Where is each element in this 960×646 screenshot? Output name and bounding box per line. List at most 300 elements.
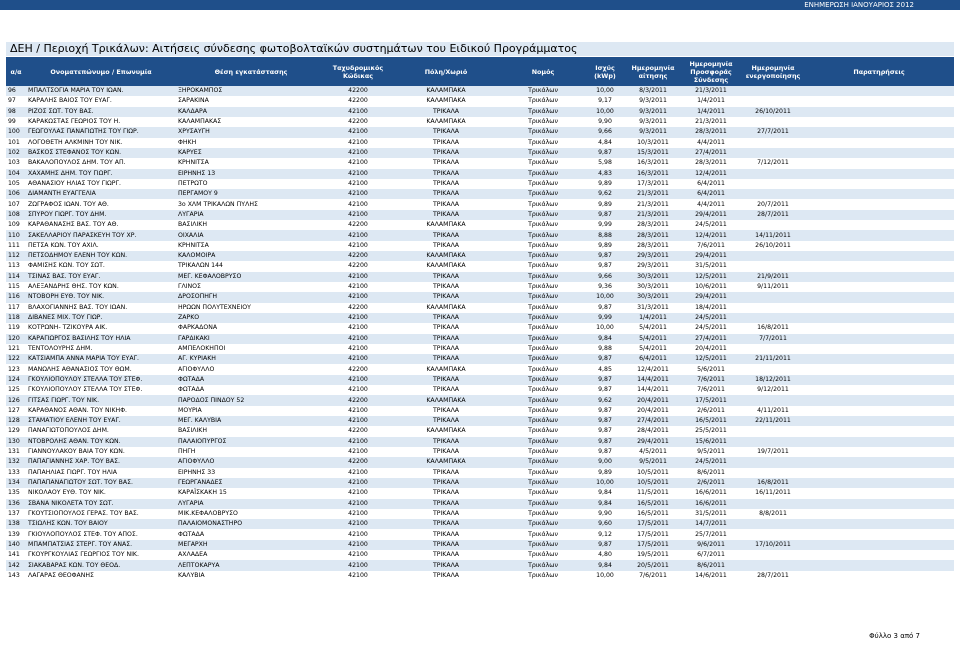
col-index-cell: 122 (6, 354, 26, 364)
col-prefecture-cell: Τρικάλων (502, 478, 584, 488)
col-offer-date-cell: 9/6/2011 (680, 540, 742, 550)
col-power-cell: 9,87 (584, 303, 626, 313)
col-name-cell: ΓΕΩΓΟΥΛΑΣ ΠΑΝΑΓΙΩΤΗΣ ΤΟΥ ΓΙΩΡ. (26, 127, 176, 137)
col-location-cell: ΚΑΡΥΕΣ (176, 148, 326, 158)
col-index-cell: 136 (6, 499, 26, 509)
col-name-cell: ΓΚΟΥΛΙΟΠΟΥΛΟΥ ΣΤΕΛΛΑ ΤΟΥ ΣΤΕΦ. (26, 385, 176, 395)
header-col-prefecture: Νομός (502, 57, 584, 86)
col-city-cell: ΚΑΛΑΜΠΑΚΑ (390, 251, 502, 261)
col-application-date-cell: 29/3/2011 (626, 261, 680, 271)
col-notes-cell (804, 426, 954, 436)
col-postal-code-cell: 42100 (326, 107, 390, 117)
col-index-cell: 123 (6, 364, 26, 374)
col-application-date-cell: 8/3/2011 (626, 86, 680, 96)
col-offer-date-cell: 27/4/2011 (680, 148, 742, 158)
col-activation-date-cell: 28/7/2011 (742, 571, 804, 581)
col-location-cell: ΚΑΛΑΜΠΑΚΑΣ (176, 117, 326, 127)
col-activation-date-cell (742, 189, 804, 199)
col-prefecture-cell: Τρικάλων (502, 509, 584, 519)
col-postal-code-cell: 42100 (326, 519, 390, 529)
col-index-cell: 112 (6, 251, 26, 261)
col-activation-date-cell: 8/8/2011 (742, 509, 804, 519)
col-name-cell: ΓΚΟΥΡΓΚΟΥΛΙΑΣ ΓΕΩΡΓΙΟΣ ΤΟΥ ΝΙΚ. (26, 550, 176, 560)
col-prefecture-cell: Τρικάλων (502, 571, 584, 581)
col-city-cell: ΤΡΙΚΑΛΑ (390, 292, 502, 302)
col-power-cell: 4,80 (584, 550, 626, 560)
col-offer-date-cell: 21/3/2011 (680, 117, 742, 127)
col-notes-cell (804, 395, 954, 405)
col-index-cell: 117 (6, 303, 26, 313)
col-offer-date-cell: 25/5/2011 (680, 426, 742, 436)
col-location-cell: ΑΓΙΟΦΥΛΛΟ (176, 364, 326, 374)
col-offer-date-cell: 29/4/2011 (680, 292, 742, 302)
col-name-cell: ΜΠΑΛΤΣΟΓΙΑ ΜΑΡΙΑ ΤΟΥ ΙΩΑΝ. (26, 86, 176, 96)
col-name-cell: ΒΛΑΧΟΓΙΑΝΝΗΣ ΒΑΣ. ΤΟΥ ΙΩΑΝ. (26, 303, 176, 313)
col-activation-date-cell (742, 437, 804, 447)
col-power-cell: 9,62 (584, 189, 626, 199)
col-index-cell: 101 (6, 138, 26, 148)
col-activation-date-cell: 16/8/2011 (742, 323, 804, 333)
col-index-cell: 132 (6, 457, 26, 467)
col-application-date-cell: 6/4/2011 (626, 354, 680, 364)
col-activation-date-cell: 17/10/2011 (742, 540, 804, 550)
col-power-cell: 9,89 (584, 241, 626, 251)
col-notes-cell (804, 313, 954, 323)
col-index-cell: 134 (6, 478, 26, 488)
col-index-cell: 140 (6, 540, 26, 550)
col-power-cell: 9,84 (584, 334, 626, 344)
col-prefecture-cell: Τρικάλων (502, 395, 584, 405)
col-offer-date-cell: 16/5/2011 (680, 416, 742, 426)
col-index-cell: 108 (6, 210, 26, 220)
col-notes-cell (804, 334, 954, 344)
col-index-cell: 135 (6, 488, 26, 498)
col-notes-cell (804, 468, 954, 478)
col-activation-date-cell: 7/12/2011 (742, 158, 804, 168)
col-offer-date-cell: 4/4/2011 (680, 138, 742, 148)
col-city-cell: ΤΡΙΚΑΛΑ (390, 447, 502, 457)
col-notes-cell (804, 354, 954, 364)
col-notes-cell (804, 107, 954, 117)
table-row (6, 571, 954, 581)
col-notes-cell (804, 519, 954, 529)
col-application-date-cell: 30/3/2011 (626, 282, 680, 292)
col-offer-date-cell: 24/5/2011 (680, 220, 742, 230)
table-row (6, 282, 954, 292)
header-col-activation-date: Ημερομηνία ενεργοποίησης (742, 57, 804, 86)
col-prefecture-cell: Τρικάλων (502, 292, 584, 302)
table-row (6, 364, 954, 374)
col-activation-date-cell: 19/7/2011 (742, 447, 804, 457)
table-row (6, 550, 954, 560)
col-activation-date-cell (742, 220, 804, 230)
col-notes-cell (804, 364, 954, 374)
table-row (6, 354, 954, 364)
col-notes-cell (804, 189, 954, 199)
col-power-cell: 9,00 (584, 457, 626, 467)
col-power-cell: 9,60 (584, 519, 626, 529)
header-col-notes: Παρατηρήσεις (804, 57, 954, 86)
col-activation-date-cell (742, 395, 804, 405)
col-power-cell: 5,98 (584, 158, 626, 168)
col-index-cell: 110 (6, 230, 26, 240)
col-application-date-cell: 30/3/2011 (626, 272, 680, 282)
col-postal-code-cell: 42100 (326, 447, 390, 457)
col-index-cell: 126 (6, 395, 26, 405)
col-prefecture-cell: Τρικάλων (502, 540, 584, 550)
col-location-cell: ΛΥΓΑΡΙΑ (176, 210, 326, 220)
col-offer-date-cell: 17/5/2011 (680, 395, 742, 405)
col-notes-cell (804, 282, 954, 292)
col-city-cell: ΚΑΛΑΜΠΑΚΑ (390, 303, 502, 313)
page-title: ΔΕΗ / Περιοχή Τρικάλων: Αιτήσεις σύνδεσης φωτοβολταϊκών συστημάτων του Ειδικού Προγράμματος (6, 42, 954, 56)
col-index-cell: 131 (6, 447, 26, 457)
col-location-cell: ΛΥΓΑΡΙΑ (176, 499, 326, 509)
col-power-cell: 4,85 (584, 364, 626, 374)
col-prefecture-cell: Τρικάλων (502, 241, 584, 251)
col-city-cell: ΤΡΙΚΑΛΑ (390, 529, 502, 539)
col-activation-date-cell: 7/7/2011 (742, 334, 804, 344)
col-name-cell: ΔΙΒΑΝΕΣ ΜΙΧ. ΤΟΥ ΓΙΩΡ. (26, 313, 176, 323)
col-notes-cell (804, 416, 954, 426)
table-row (6, 437, 954, 447)
col-postal-code-cell: 42200 (326, 426, 390, 436)
col-city-cell: ΤΡΙΚΑΛΑ (390, 344, 502, 354)
col-offer-date-cell: 28/3/2011 (680, 158, 742, 168)
table-row (6, 230, 954, 240)
col-location-cell: ΜΟΥΡΙΑ (176, 406, 326, 416)
col-activation-date-cell (742, 292, 804, 302)
header-row (6, 57, 954, 86)
table-row (6, 375, 954, 385)
col-notes-cell (804, 117, 954, 127)
col-prefecture-cell: Τρικάλων (502, 86, 584, 96)
col-index-cell: 121 (6, 344, 26, 354)
table-row (6, 334, 954, 344)
col-offer-date-cell: 31/5/2011 (680, 509, 742, 519)
col-location-cell: ΚΑΛΔΑΡΑ (176, 107, 326, 117)
col-postal-code-cell: 42100 (326, 509, 390, 519)
col-notes-cell (804, 488, 954, 498)
col-name-cell: ΓΙΑΝΝΟΥΛΑΚΟΥ ΒΑΙΑ ΤΟΥ ΚΩΝ. (26, 447, 176, 457)
col-postal-code-cell: 42200 (326, 251, 390, 261)
col-index-cell: 109 (6, 220, 26, 230)
col-postal-code-cell: 42100 (326, 406, 390, 416)
table-row (6, 96, 954, 106)
col-name-cell: ΠΑΠΑΓΙΑΝΝΗΣ ΧΑΡ. ΤΟΥ ΒΑΣ. (26, 457, 176, 467)
col-application-date-cell: 5/4/2011 (626, 334, 680, 344)
table-row (6, 148, 954, 158)
col-application-date-cell: 5/4/2011 (626, 344, 680, 354)
col-application-date-cell: 19/5/2011 (626, 550, 680, 560)
col-location-cell: ΠΕΤΡΩΤΟ (176, 179, 326, 189)
col-application-date-cell: 28/3/2011 (626, 230, 680, 240)
col-notes-cell (804, 437, 954, 447)
col-prefecture-cell: Τρικάλων (502, 251, 584, 261)
col-offer-date-cell: 12/5/2011 (680, 354, 742, 364)
col-name-cell: ΑΛΕΞΑΝΔΡΗΣ ΘΗΣ. ΤΟΥ ΚΩΝ. (26, 282, 176, 292)
col-application-date-cell: 11/5/2011 (626, 488, 680, 498)
col-name-cell: ΓΚΟΥΤΣΙΟΠΟΥΛΟΣ ΓΕΡΑΣ. ΤΟΥ ΒΑΣ. (26, 509, 176, 519)
col-city-cell: ΚΑΛΑΜΠΑΚΑ (390, 220, 502, 230)
col-activation-date-cell (742, 364, 804, 374)
col-notes-cell (804, 344, 954, 354)
col-prefecture-cell: Τρικάλων (502, 406, 584, 416)
col-activation-date-cell (742, 138, 804, 148)
col-location-cell: 3ο ΧΛΜ ΤΡΙΚΑΛΩΝ ΠΥΛΗΣ (176, 199, 326, 209)
col-location-cell: ΚΑΡΑΪΣΚΑΚΗ 15 (176, 488, 326, 498)
col-city-cell: ΤΡΙΚΑΛΑ (390, 282, 502, 292)
col-index-cell: 116 (6, 292, 26, 302)
table-row (6, 540, 954, 550)
table-row (6, 519, 954, 529)
col-postal-code-cell: 42100 (326, 282, 390, 292)
col-application-date-cell: 7/6/2011 (626, 571, 680, 581)
col-notes-cell (804, 457, 954, 467)
col-postal-code-cell: 42100 (326, 468, 390, 478)
col-index-cell: 106 (6, 189, 26, 199)
col-city-cell: ΤΡΙΚΑΛΑ (390, 230, 502, 240)
col-city-cell: ΤΡΙΚΑΛΑ (390, 334, 502, 344)
col-location-cell: ΕΙΡΗΝΗΣ 13 (176, 169, 326, 179)
col-postal-code-cell: 42100 (326, 138, 390, 148)
col-city-cell: ΤΡΙΚΑΛΑ (390, 519, 502, 529)
col-offer-date-cell: 16/6/2011 (680, 499, 742, 509)
col-prefecture-cell: Τρικάλων (502, 96, 584, 106)
col-city-cell: ΤΡΙΚΑΛΑ (390, 540, 502, 550)
col-name-cell: ΣΑΚΕΛΛΑΡΙΟΥ ΠΑΡΑΣΚΕΥΗ ΤΟΥ ΧΡ. (26, 230, 176, 240)
col-application-date-cell: 15/3/2011 (626, 148, 680, 158)
table-row (6, 138, 954, 148)
sheet-indicator: Φύλλο 3 από 7 (869, 632, 920, 640)
col-name-cell: ΔΙΑΜΑΝΤΗ ΕΥΑΓΓΕΛΙΑ (26, 189, 176, 199)
col-postal-code-cell: 42100 (326, 375, 390, 385)
col-application-date-cell: 28/3/2011 (626, 220, 680, 230)
col-power-cell: 9,89 (584, 179, 626, 189)
col-name-cell: ΣΙΑΚΑΒΑΡΑΣ ΚΩΝ. ΤΟΥ ΘΕΟΔ. (26, 560, 176, 570)
col-location-cell: ΜΕΓ. ΚΕΦΑΛΟΒΡΥΣΟ (176, 272, 326, 282)
col-postal-code-cell: 42100 (326, 241, 390, 251)
col-offer-date-cell: 20/4/2011 (680, 344, 742, 354)
col-postal-code-cell: 42100 (326, 499, 390, 509)
col-notes-cell (804, 127, 954, 137)
col-index-cell: 114 (6, 272, 26, 282)
col-activation-date-cell (742, 169, 804, 179)
col-application-date-cell: 16/3/2011 (626, 158, 680, 168)
table-row (6, 529, 954, 539)
col-prefecture-cell: Τρικάλων (502, 179, 584, 189)
col-power-cell: 9,87 (584, 416, 626, 426)
col-application-date-cell: 5/4/2011 (626, 323, 680, 333)
col-power-cell: 4,83 (584, 169, 626, 179)
col-name-cell: ΠΑΠΑΠΑΝΑΓΙΩΤΟΥ ΣΩΤ. ΤΟΥ ΒΑΣ. (26, 478, 176, 488)
col-location-cell: ΦΗΚΗ (176, 138, 326, 148)
col-city-cell: ΤΡΙΚΑΛΑ (390, 550, 502, 560)
col-activation-date-cell: 9/11/2011 (742, 282, 804, 292)
col-power-cell: 9,99 (584, 313, 626, 323)
col-application-date-cell: 27/4/2011 (626, 416, 680, 426)
col-name-cell: ΛΑΓΑΡΑΣ ΘΕΟΦΑΝΗΣ (26, 571, 176, 581)
col-prefecture-cell: Τρικάλων (502, 138, 584, 148)
table-row (6, 179, 954, 189)
col-postal-code-cell: 42100 (326, 272, 390, 282)
col-city-cell: ΤΡΙΚΑΛΑ (390, 406, 502, 416)
col-name-cell: ΚΑΡΑΛΗΣ ΒΑΙΟΣ ΤΟΥ ΕΥΑΓ. (26, 96, 176, 106)
col-notes-cell (804, 86, 954, 96)
col-city-cell: ΚΑΛΑΜΠΑΚΑ (390, 457, 502, 467)
col-offer-date-cell: 14/6/2011 (680, 571, 742, 581)
col-prefecture-cell: Τρικάλων (502, 210, 584, 220)
table-row (6, 241, 954, 251)
col-postal-code-cell: 42200 (326, 220, 390, 230)
col-location-cell: ΜΕΓ. ΚΑΛΥΒΙΑ (176, 416, 326, 426)
col-city-cell: ΤΡΙΚΑΛΑ (390, 468, 502, 478)
table-row (6, 107, 954, 117)
col-prefecture-cell: Τρικάλων (502, 107, 584, 117)
col-offer-date-cell: 24/5/2011 (680, 323, 742, 333)
col-index-cell: 128 (6, 416, 26, 426)
col-index-cell: 98 (6, 107, 26, 117)
col-location-cell: ΚΡΗΝΙΤΣΑ (176, 158, 326, 168)
col-notes-cell (804, 179, 954, 189)
col-name-cell: ΠΕΤΣΑ ΚΩΝ. ΤΟΥ ΑΧΙΛ. (26, 241, 176, 251)
col-notes-cell (804, 447, 954, 457)
table-row (6, 251, 954, 261)
col-city-cell: ΤΡΙΚΑΛΑ (390, 437, 502, 447)
col-offer-date-cell: 29/4/2011 (680, 210, 742, 220)
col-notes-cell (804, 478, 954, 488)
col-activation-date-cell (742, 560, 804, 570)
col-notes-cell (804, 148, 954, 158)
col-activation-date-cell: 14/11/2011 (742, 230, 804, 240)
col-prefecture-cell: Τρικάλων (502, 344, 584, 354)
col-power-cell: 9,90 (584, 509, 626, 519)
table-row (6, 478, 954, 488)
col-application-date-cell: 10/5/2011 (626, 478, 680, 488)
col-name-cell: ΜΑΝΩΛΗΣ ΑΘΑΝΑΣΙΟΣ ΤΟΥ ΘΩΜ. (26, 364, 176, 374)
col-application-date-cell: 17/5/2011 (626, 540, 680, 550)
table-row (6, 385, 954, 395)
col-city-cell: ΤΡΙΚΑΛΑ (390, 499, 502, 509)
col-activation-date-cell (742, 179, 804, 189)
table-row (6, 210, 954, 220)
col-index-cell: 118 (6, 313, 26, 323)
table-body (6, 86, 954, 581)
table-row (6, 292, 954, 302)
col-city-cell: ΚΑΛΑΜΠΑΚΑ (390, 86, 502, 96)
col-power-cell: 10,00 (584, 292, 626, 302)
col-power-cell: 9,17 (584, 96, 626, 106)
col-notes-cell (804, 375, 954, 385)
col-application-date-cell: 10/3/2011 (626, 138, 680, 148)
col-power-cell: 9,87 (584, 261, 626, 271)
col-power-cell: 9,12 (584, 529, 626, 539)
col-prefecture-cell: Τρικάλων (502, 375, 584, 385)
col-power-cell: 10,00 (584, 86, 626, 96)
col-power-cell: 9,89 (584, 468, 626, 478)
col-city-cell: ΤΡΙΚΑΛΑ (390, 478, 502, 488)
col-power-cell: 9,62 (584, 395, 626, 405)
col-notes-cell (804, 529, 954, 539)
col-name-cell: ΓΚΙΟΥΛΟΠΟΥΛΟΣ ΣΤΕΦ. ΤΟΥ ΑΠΟΣ. (26, 529, 176, 539)
col-postal-code-cell: 42100 (326, 313, 390, 323)
col-name-cell: ΒΑΣΚΟΣ ΣΤΕΦΑΝΟΣ ΤΟΥ ΚΩΝ. (26, 148, 176, 158)
col-index-cell: 97 (6, 96, 26, 106)
col-index-cell: 115 (6, 282, 26, 292)
table-row (6, 158, 954, 168)
col-prefecture-cell: Τρικάλων (502, 272, 584, 282)
col-postal-code-cell: 42100 (326, 571, 390, 581)
applications-table (6, 57, 954, 581)
col-offer-date-cell: 16/6/2011 (680, 488, 742, 498)
table-row (6, 447, 954, 457)
col-postal-code-cell: 42100 (326, 127, 390, 137)
col-power-cell: 9,87 (584, 426, 626, 436)
col-application-date-cell: 17/5/2011 (626, 519, 680, 529)
col-application-date-cell: 17/3/2011 (626, 179, 680, 189)
col-power-cell: 9,88 (584, 344, 626, 354)
table-row (6, 199, 954, 209)
col-power-cell: 9,87 (584, 354, 626, 364)
col-postal-code-cell: 42200 (326, 117, 390, 127)
col-activation-date-cell: 26/10/2011 (742, 107, 804, 117)
col-postal-code-cell: 42100 (326, 488, 390, 498)
col-power-cell: 9,87 (584, 437, 626, 447)
col-notes-cell (804, 292, 954, 302)
col-notes-cell (804, 499, 954, 509)
col-postal-code-cell: 42200 (326, 86, 390, 96)
col-application-date-cell: 16/3/2011 (626, 169, 680, 179)
table-row (6, 560, 954, 570)
col-name-cell: ΡΙΖΟΣ ΣΩΤ. ΤΟΥ ΒΑΣ. (26, 107, 176, 117)
col-application-date-cell: 31/3/2011 (626, 303, 680, 313)
header-col-offer-date: Ημερομηνία Προσφοράς Σύνδεσης (680, 57, 742, 86)
col-application-date-cell: 9/5/2011 (626, 457, 680, 467)
col-location-cell: ΑΓΙΟΦΥΛΛΟ (176, 457, 326, 467)
col-power-cell: 10,00 (584, 323, 626, 333)
col-application-date-cell: 9/3/2011 (626, 117, 680, 127)
col-prefecture-cell: Τρικάλων (502, 499, 584, 509)
col-activation-date-cell (742, 251, 804, 261)
col-name-cell: ΖΩΓΡΑΦΟΣ ΙΩΑΝ. ΤΟΥ ΑΘ. (26, 199, 176, 209)
col-prefecture-cell: Τρικάλων (502, 261, 584, 271)
col-activation-date-cell (742, 148, 804, 158)
col-location-cell: ΧΡΥΣΑΥΓΗ (176, 127, 326, 137)
col-name-cell: ΦΑΜΙΣΗΣ ΚΩΝ. ΤΟΥ ΣΩΤ. (26, 261, 176, 271)
col-city-cell: ΤΡΙΚΑΛΑ (390, 107, 502, 117)
col-name-cell: ΠΕΤΣΟΔΗΜΟΥ ΕΛΕΝΗ ΤΟΥ ΚΩΝ. (26, 251, 176, 261)
col-notes-cell (804, 406, 954, 416)
col-postal-code-cell: 42100 (326, 354, 390, 364)
col-index-cell: 102 (6, 148, 26, 158)
col-activation-date-cell: 21/9/2011 (742, 272, 804, 282)
col-city-cell: ΤΡΙΚΑΛΑ (390, 509, 502, 519)
col-city-cell: ΤΡΙΚΑΛΑ (390, 313, 502, 323)
col-notes-cell (804, 509, 954, 519)
col-prefecture-cell: Τρικάλων (502, 447, 584, 457)
col-index-cell: 105 (6, 179, 26, 189)
col-offer-date-cell: 21/3/2011 (680, 86, 742, 96)
col-prefecture-cell: Τρικάλων (502, 560, 584, 570)
col-activation-date-cell: 20/7/2011 (742, 199, 804, 209)
col-postal-code-cell: 42100 (326, 478, 390, 488)
col-index-cell: 104 (6, 169, 26, 179)
col-activation-date-cell: 16/8/2011 (742, 478, 804, 488)
col-activation-date-cell (742, 426, 804, 436)
col-city-cell: ΚΑΛΑΜΠΑΚΑ (390, 117, 502, 127)
col-offer-date-cell: 27/4/2011 (680, 334, 742, 344)
table-row (6, 416, 954, 426)
